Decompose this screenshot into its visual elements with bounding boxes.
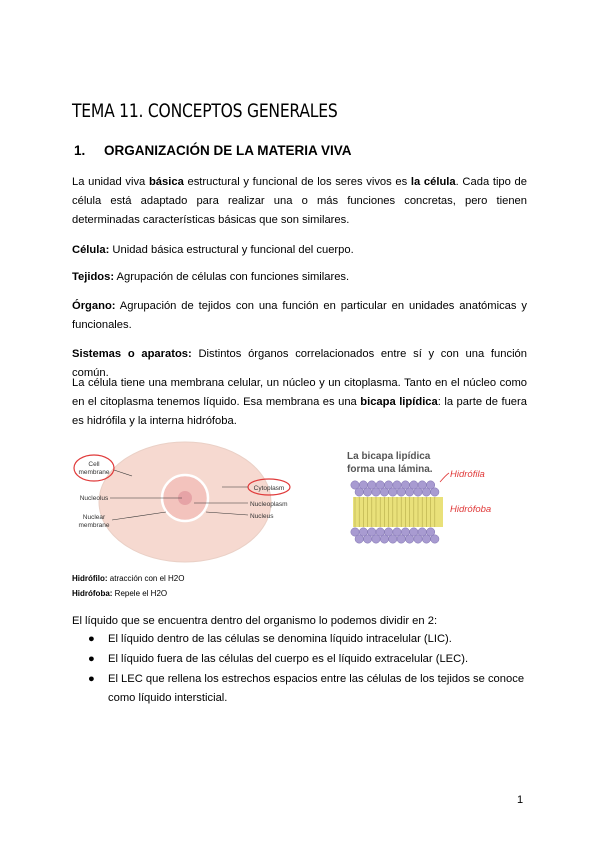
- label-cell-membrane: membrane: [78, 469, 110, 476]
- definition-term: Tejidos:: [72, 271, 115, 283]
- page-number: 1: [517, 794, 524, 806]
- list-item-text: El líquido dentro de las células se denomina líquido intracelular (LIC).: [108, 633, 452, 645]
- page-title: TEMA 11. CONCEPTOS GENERALES: [72, 100, 338, 122]
- bilayer-caption-1: La bicapa lipídica: [347, 451, 431, 462]
- intro-text-1: La unidad viva: [72, 176, 149, 188]
- membrane-text-1: La célula tiene una membrana celular, un núcleo y un citoplasma. Tanto en el núcleo como en el citoplasma tenemos líquido. Esa membrana es una: [72, 377, 527, 408]
- membrane-bold: bicapa lipídica: [360, 396, 438, 408]
- lipid-head: [363, 535, 371, 543]
- lipid-head: [414, 535, 422, 543]
- lipid-head: [380, 488, 388, 496]
- note-text: Repele el H2O: [112, 589, 168, 598]
- hydrophobic-annotation: Hidrófoba: [450, 504, 492, 515]
- lipid-head: [355, 535, 363, 543]
- label-nuclear: Nuclear: [82, 514, 106, 521]
- label-cytoplasm: Cytoplasm: [253, 485, 285, 492]
- lipid-tail-band: [353, 497, 443, 527]
- list-item-text: El líquido fuera de las células del cuerpo es el líquido extracelular (LEC).: [108, 653, 469, 665]
- definition-term: Órgano:: [72, 300, 116, 312]
- definition-organo: [72, 297, 527, 335]
- liquid-intro: El líquido que se encuentra dentro del organismo lo podemos dividir en 2:: [72, 615, 438, 627]
- lipid-head: [405, 535, 413, 543]
- definition-celula: [72, 241, 527, 260]
- section-label: ORGANIZACIÓN DE LA MATERIA VIVA: [104, 143, 352, 158]
- cell-membrane-annotation: [74, 455, 114, 481]
- intro-bold-2: la célula: [410, 176, 456, 188]
- membrane-text-2: : la parte de fuera es hidrófila y la interna hidrófoba.: [72, 396, 527, 427]
- bilayer-shape: [351, 481, 443, 543]
- lipid-head: [405, 488, 413, 496]
- bilayer-caption-2: forma una lámina.: [347, 464, 433, 475]
- intro-text-3: . Cada tipo de célula está adaptado para realizar una o más funciones concretas, pero tienen determinadas características básicas que son similares.: [72, 176, 527, 226]
- definition-text: Distintos órganos correlacionados entre sí y con una función común.: [72, 348, 527, 379]
- note-text: atracción con el H2O: [107, 574, 185, 583]
- note-hidrofilo: [72, 574, 184, 583]
- note-term: Hidrófoba:: [72, 589, 113, 598]
- note-term: Hidrófilo:: [72, 574, 108, 583]
- lipid-head: [422, 535, 430, 543]
- definition-tejidos: [72, 268, 527, 287]
- label-cell: Cell: [88, 461, 100, 468]
- intro-paragraph: [72, 173, 527, 230]
- list-item: [88, 650, 528, 669]
- lipid-head: [380, 535, 388, 543]
- section-heading: [74, 143, 352, 158]
- section-number: 1.: [74, 143, 86, 158]
- label-nucleolus: Nucleolus: [79, 495, 109, 502]
- list-item: [88, 630, 528, 649]
- label-nuclear-membrane: membrane: [78, 522, 110, 529]
- intro-bold-1: básica: [148, 176, 184, 188]
- lipid-head: [431, 535, 439, 543]
- lipid-head: [389, 535, 397, 543]
- list-item: [88, 670, 528, 708]
- bullet-icon: ●: [88, 653, 95, 665]
- bilayer-diagram: [343, 447, 513, 552]
- note-hidrofoba: [72, 589, 167, 598]
- lipid-head: [397, 535, 405, 543]
- definition-text: Unidad básica estructural y funcional del cuerpo.: [109, 244, 354, 256]
- lipid-head: [414, 488, 422, 496]
- lipid-head: [372, 535, 380, 543]
- definition-text: Agrupación de tejidos con una función en particular en unidades anatómicas y funcionales.: [72, 300, 527, 331]
- membrane-paragraph: [72, 374, 527, 431]
- label-nucleus: Nucleus: [250, 513, 274, 520]
- lipid-head: [397, 488, 405, 496]
- lipid-head: [355, 488, 363, 496]
- definition-text: Agrupación de células con funciones similares.: [114, 271, 350, 283]
- hydrophilic-arrow: [440, 473, 449, 482]
- lipid-head: [389, 488, 397, 496]
- list-item-text: El LEC que rellena los estrechos espacios entre las células de los tejidos se conoce como líquido intersticial.: [108, 673, 525, 704]
- definition-term: Célula:: [72, 244, 110, 256]
- bullet-icon: ●: [88, 673, 95, 685]
- cell-diagram: [72, 440, 322, 570]
- lipid-head: [422, 488, 430, 496]
- intro-text-2: estructural y funcional de los seres vivos es: [183, 176, 411, 188]
- lipid-head: [363, 488, 371, 496]
- lipid-head: [431, 488, 439, 496]
- bullet-icon: ●: [88, 633, 95, 645]
- definition-term: Sistemas o aparatos:: [72, 348, 192, 360]
- label-nucleoplasm: Nucleoplasm: [250, 501, 288, 508]
- hydrophilic-annotation: Hidrófila: [450, 469, 485, 480]
- lipid-head: [372, 488, 380, 496]
